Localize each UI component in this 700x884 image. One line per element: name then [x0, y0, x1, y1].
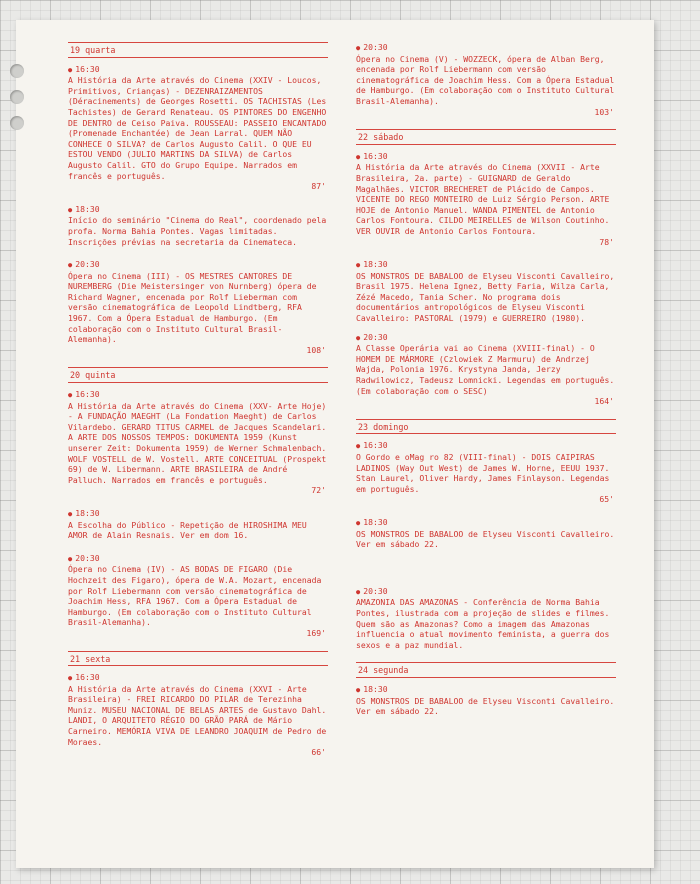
program-entry [356, 151, 616, 247]
entry-time: 18:30 [75, 507, 100, 518]
entry-text: A Classe Operária vai ao Cinema (XVIII-final) - O HOMEM DE MÁRMORE (Czlowiek Z Marmuru) de Andrzej Wajda, Polonia 1976. Krystyna Janda, Jerzy Radwilowicz, Tadeusz Lomnicki. Legendas em português. (Em colaboração com o SESC) [356, 343, 615, 396]
entry-text: Início do seminário "Cinema do Real", coordenado pela profa. Norma Bahia Pontes. Vagas limitadas. Inscrições prévias na secretaria da Cinemateca. [68, 215, 327, 247]
entry-time: 16:30 [75, 672, 100, 683]
entry-time: 16:30 [363, 150, 388, 161]
entry-text: A Escolha do Público - Repetição de HIROSHIMA MEU AMOR de Alain Resnais. Ver em dom 16. [68, 519, 307, 541]
entry-text: A História da Arte através do Cinema (XXV- Arte Hoje) - A FUNDAÇÃO MAEGHT (La Fondation Maeght) de Carlos Vilardebo. GERARD TITUS CARMEL de Jacques Scandelari. A ARTE DOS NOSSOS TEMPOS: DOKUMENTA 1959 (Kunst unserer Zeit: Dokumenta 1959) de Werner Schmalenbach. WOLF VOSTELL de W. Vostell. ARTE CONCEITUAL (Prospekt 69) de W. Libermann. ARTE BRASILEIRA de André Palluch. Narrados em francês e português. [68, 400, 327, 485]
bullet-icon: ● [356, 152, 361, 161]
entry-text: AMAZONIA DAS AMAZONAS - Conferência de Norma Bahia Pontes, ilustrada com a projeção de slides e filmes. Quem são as Amazonas? Como a imagem das Amazonas influencia o atual movimento feminista, a guerra dos sexos e a paz mundial. [356, 597, 610, 650]
program-entry [356, 440, 616, 505]
program-entry [68, 204, 328, 247]
entry-time: 18:30 [75, 203, 100, 214]
entry-duration: 72' [311, 485, 326, 496]
bullet-icon: ● [356, 261, 361, 270]
entry-duration: 108' [306, 344, 326, 355]
punch-hole [10, 116, 24, 130]
day-header: 22 sábado [356, 129, 616, 145]
bullet-icon: ● [68, 391, 73, 400]
right-column [356, 42, 616, 729]
day-header: 24 segunda [356, 662, 616, 678]
bullet-icon: ● [68, 554, 73, 563]
left-column [68, 42, 328, 770]
entry-text: OS MONSTROS DE BABALOO de Elyseu Visconti Cavalleiro, Brasil 1975. Helena Ignez, Betty Faria, Wilza Carla, Zézé Macedo, Tania Scher. No programa dois documentários antropológicos de Elyseu Visconti Cavalleiro: PASTORAL (1979) e GUERREIRO (1980). [356, 270, 615, 324]
program-entry [356, 586, 616, 651]
entry-duration: 164' [594, 396, 614, 407]
entry-duration: 66' [311, 747, 326, 758]
entry-time: 18:30 [363, 516, 388, 527]
entry-text: O Gordo e oMag ro 82 (VIII-final) - DOIS CAIPIRAS LADINOS (Way Out West) de James W. Horne, EEUU 1937. Stan Laurel, Oliver Hardy, James Finlayson. Legendas em português. [356, 452, 610, 494]
day-header: 23 domingo [356, 419, 616, 435]
punch-hole [10, 90, 24, 104]
entry-text: A História da Arte através do Cinema (XXIV - Loucos, Primitivos, Crianças) - DEZENRAIZAMENTOS (Déracinements) de Georges Rosetti. OS TACHISTAS (Les Tachistes) de Gerard Renateau. OS PINTORES DO ENGENHO DE DENTRO de Ceiso Paiva. ROUSSEAU: PASSEIO ENCANTADO (Promenade Enchantée) de Jean Larral. QUEM NÃO CONHECE O SILVA? de Carlos Augusto Calil. O QUE EU ESTOU VENDO (JULIO MARTINS DA SILVA) de Carlos Augusto Calil. GTO do Grupo Equipe. Narrados em francês e português. [68, 75, 327, 181]
entry-time: 20:30 [363, 42, 388, 52]
day-header: 20 quinta [68, 367, 328, 383]
program-entry [68, 553, 328, 639]
program-entry [68, 508, 328, 541]
entry-time: 20:30 [363, 585, 388, 596]
bullet-icon: ● [68, 509, 73, 518]
entry-text: OS MONSTROS DE BABALOO de Elyseu Visconti Cavalleiro. Ver em sábado 22. [356, 528, 615, 550]
entry-duration: 78' [599, 236, 614, 247]
entry-text: Ópera no Cinema (IV) - AS BODAS DE FIGARO (Die Hochzeit des Figaro), ópera de W.A. Mozart, encenada por Rolf Liebermann com versão cinematográfica de Joachim Hess, RFA 1967. Com a Ópera Estadual de Hamburgo. (Em colaboração com o Instituto Cultural Brasil-Alemanha). [68, 564, 322, 628]
entry-text: Ópera no Cinema (III) - OS MESTRES CANTORES DE NUREMBERG (Die Meistersinger von Nurnberg) ópera de Richard Wagner, encenada por Rolf Lieberman com versão cinematográfica de Leopold Lindtberg, RFA 1967. Com a Ópera Estadual de Hamburgo. (Em colaboração com o Instituto Cultural Brasil-Alemanha). [68, 270, 317, 345]
bullet-icon: ● [356, 44, 361, 52]
entry-time: 20:30 [363, 331, 388, 342]
entry-duration: 103' [594, 106, 614, 117]
bullet-icon: ● [356, 333, 361, 342]
entry-time: 20:30 [75, 259, 100, 270]
program-entry [68, 389, 328, 496]
entry-time: 16:30 [75, 389, 100, 400]
entry-duration: 65' [599, 494, 614, 505]
bullet-icon: ● [68, 205, 73, 214]
entry-duration: 87' [311, 181, 326, 192]
program-entry [356, 332, 616, 407]
entry-text: OS MONSTROS DE BABALOO de Elyseu Visconti Cavalleiro. Ver em sábado 22. [356, 695, 615, 717]
program-entry [68, 672, 328, 758]
entry-time: 18:30 [363, 683, 388, 694]
bullet-icon: ● [356, 587, 361, 596]
bullet-icon: ● [356, 442, 361, 451]
bullet-icon: ● [68, 65, 73, 74]
program-entry [68, 64, 328, 192]
entry-text: A História da Arte através do Cinema (XXVII - Arte Brasileira, 2a. parte) - GUIGNARD de Geraldo Magalhães. VICTOR BRECHERET de Plácido de Campos. VICENTE DO REGO MONTEIRO de Luiz Sérgio Person. ARTE HOJE de Antonio Manuel. WANDA PIMENTEL de Antonio Carlos Fontoura. CILDO MEIRELLES de Wilson Coutinho. VER OUVIR de Antonio Carlos Fontoura. [356, 162, 610, 236]
entry-time: 18:30 [363, 259, 388, 270]
spacer [356, 562, 616, 586]
program-entry [356, 684, 616, 717]
bullet-icon: ● [68, 261, 73, 270]
entry-time: 16:30 [363, 440, 388, 451]
entry-text: Ópera no Cinema (V) - WOZZECK, ópera de Alban Berg, encenada por Rolf Liebermann com versão cinematográfica de Joachim Hess. Com a Ópera Estadual de Hamburgo. (Em colaboração com o Instituto Cultural Brasil-Alemanha). [356, 53, 615, 106]
day-header: 21 sexta [68, 651, 328, 667]
entry-time: 20:30 [75, 552, 100, 563]
punch-hole [10, 64, 24, 78]
program-entry [356, 259, 616, 324]
program-entry [356, 517, 616, 550]
day-header: 19 quarta [68, 42, 328, 58]
program-entry [356, 42, 616, 117]
bullet-icon: ● [68, 674, 73, 683]
entry-text: A História da Arte através do Cinema (XXVI - Arte Brasileira) - FREI RICARDO DO PILAR de Terezinha Muniz. MUSEU NACIONAL DE BELAS ARTES de Gustavo Dahl. LANDI, O ARQUITETO RÉGIO DO GRÃO PARÁ de Mário Carneiro. MEMÓRIA VIVA DE LEANDRO JOAQUIM de Pedro de Moraes. [68, 683, 327, 747]
entry-time: 16:30 [75, 63, 100, 74]
bullet-icon: ● [356, 518, 361, 527]
entry-duration: 169' [306, 627, 326, 638]
bullet-icon: ● [356, 685, 361, 694]
program-entry [68, 259, 328, 355]
